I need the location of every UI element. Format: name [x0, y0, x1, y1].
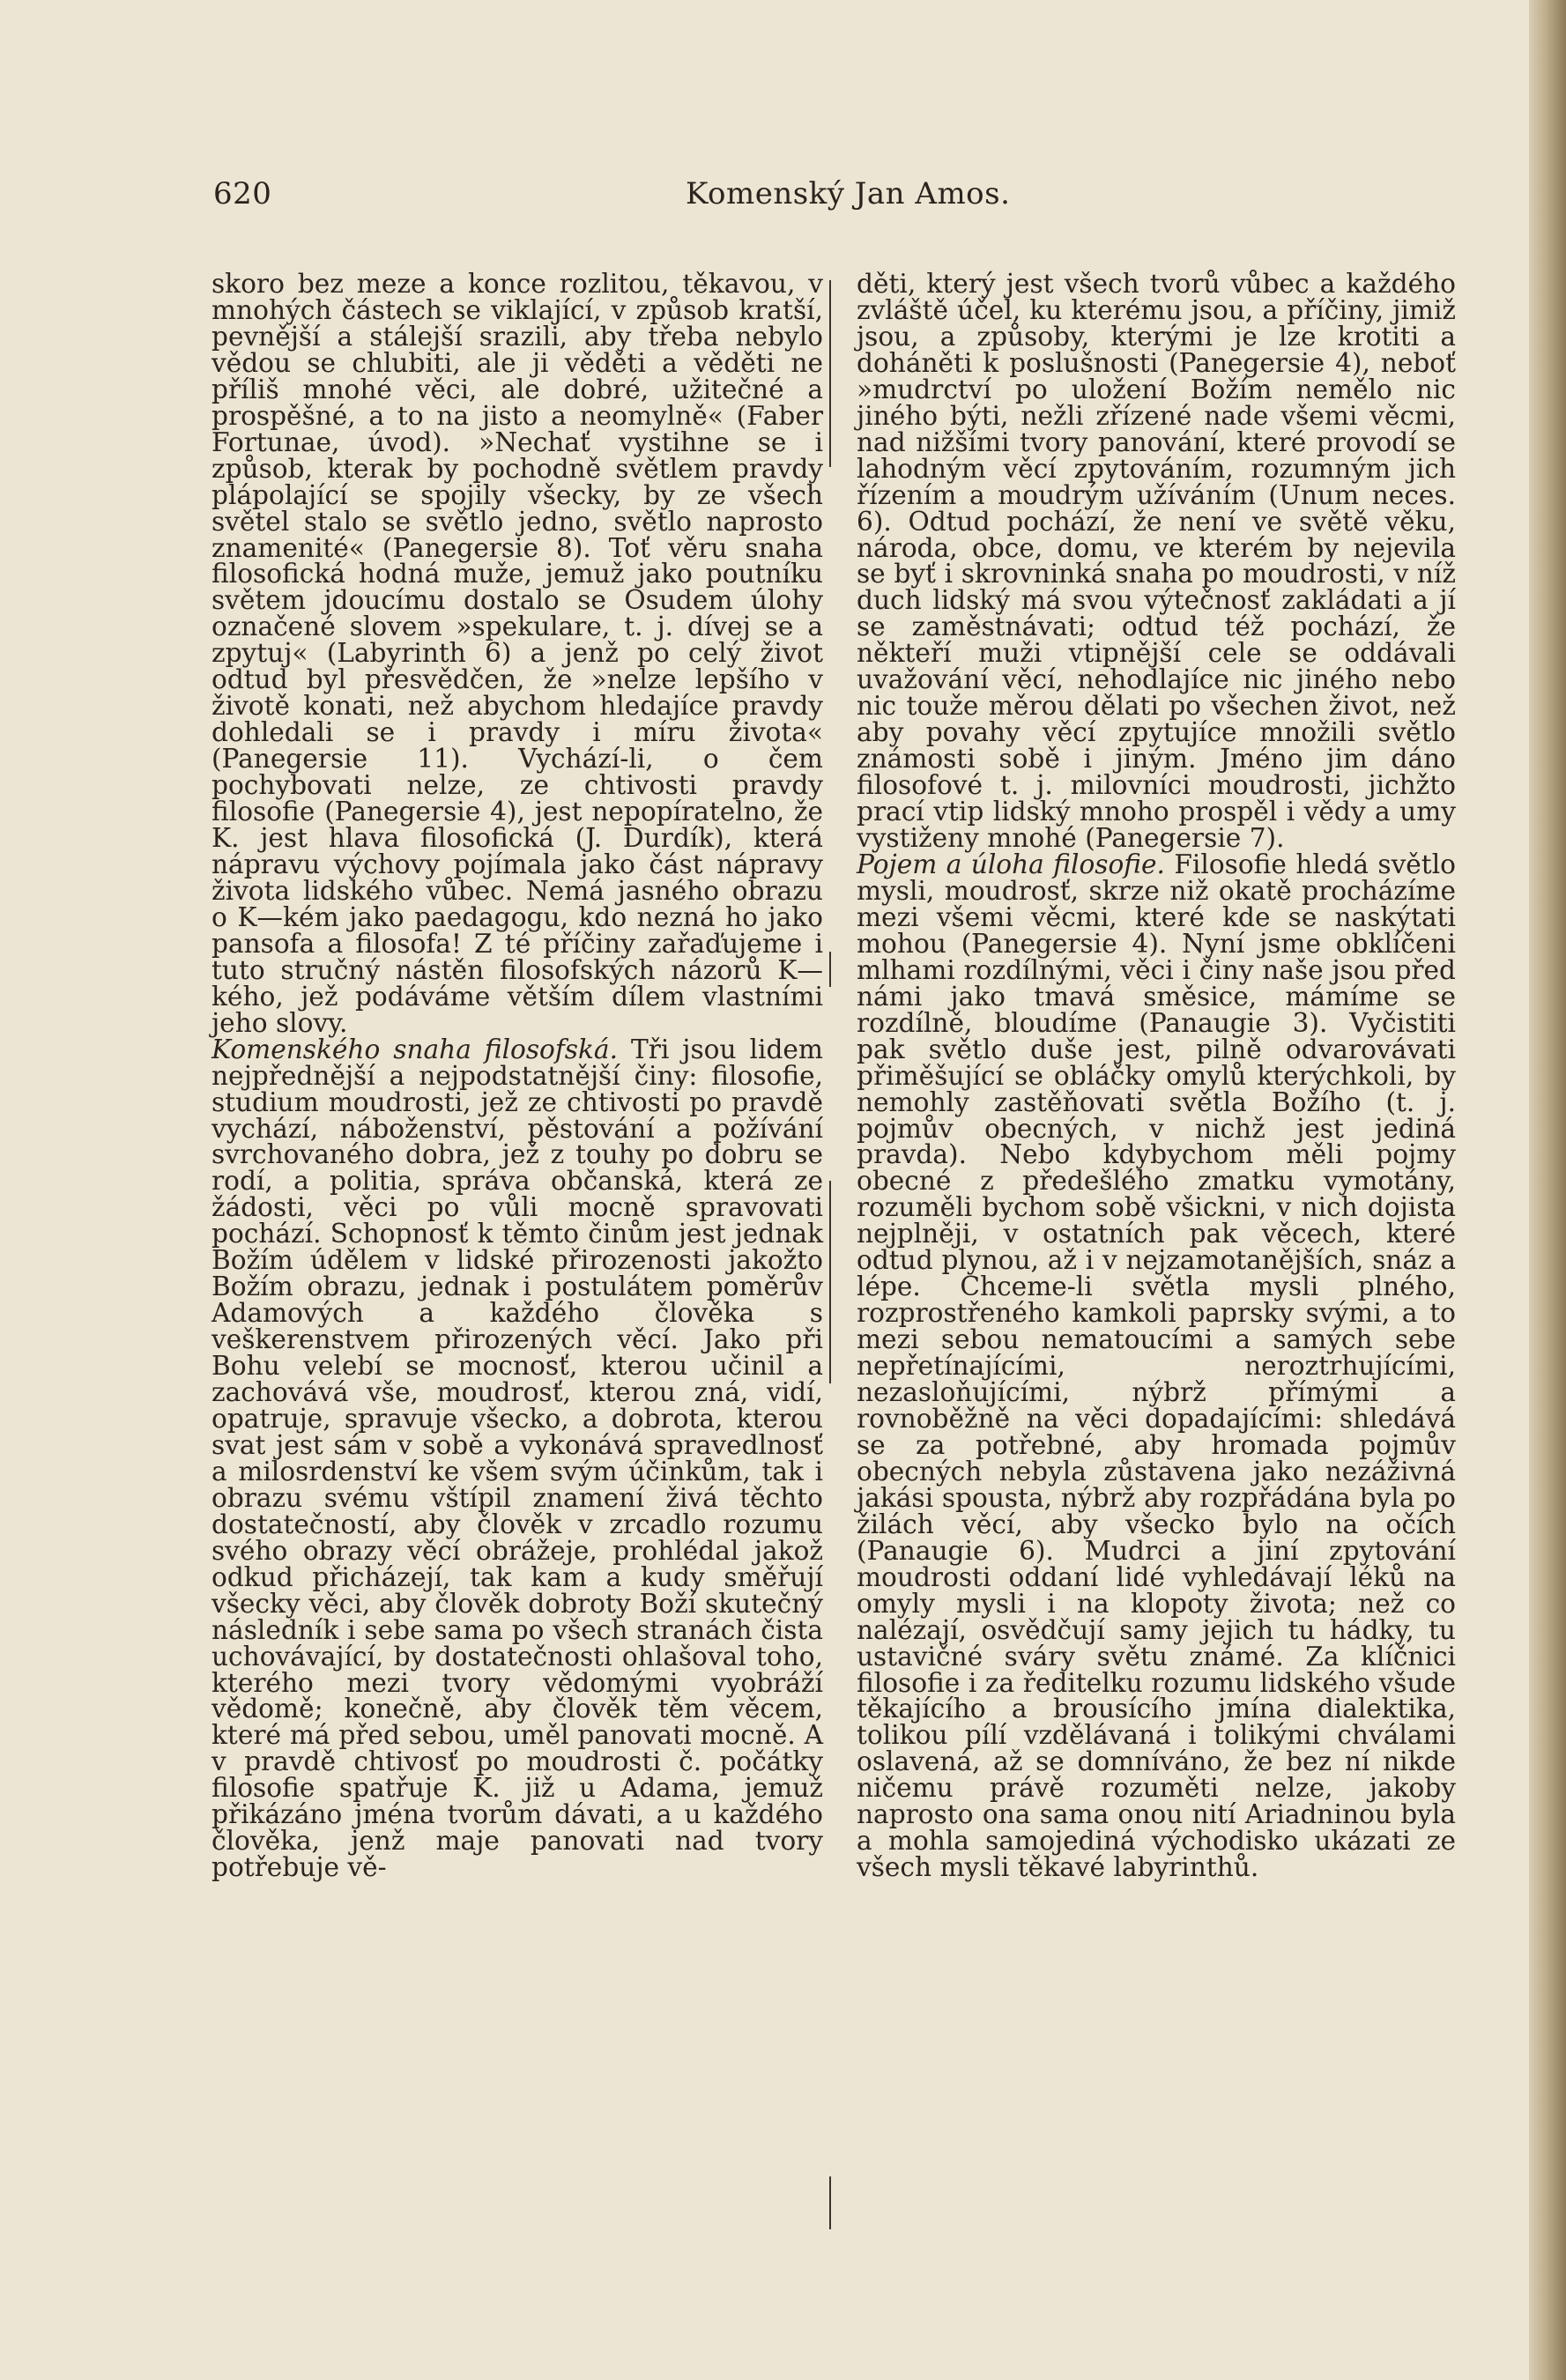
book-page-edge — [1529, 0, 1566, 2380]
page-header — [213, 176, 1447, 215]
right-column — [857, 271, 1456, 1881]
left-column — [212, 271, 823, 1881]
left-paragraph-1: skoro bez meze a konce rozlitou, těkavou, v mnohých částech se viklající, v způsob kratší, pevnější a stálejší srazili, aby třeba nebylo vědou se chlubiti, ale ji věděti a věděti ne příliš mnohé věci, ale dobré, užitečné a prospěšné, a to na jisto a neomylně« (Faber Fortunae, úvod). »Nechať vystihne se i způsob, kterak by pochodně světlem pravdy plápolající se spojily všecky, by ze všech světel stalo se světlo jedno, světlo naprosto znamenité« (Panegersie 8). Toť věru snaha filosofická hodná muže, jemuž jako poutníku světem jdoucímu dostalo se Osudem úlohy označené slovem »spekulare, t. j. dívej se a zpytuj« (Labyrinth 6) a jenž po celý život odtud byl přesvědčen, že »nelze lepšího v životě konati, než abychom hledajíce pravdy dohledali se i pravdy i míru života« (Panegersie 11). Vychází-li, o čem pochybovati nelze, ze chtivosti pravdy filosofie (Panegersie 4), jest nepopíratelno, že K. jest hlava filosofická (J. Durdík), která nápravu výchovy pojímala jako část nápravy života lidského vůbec. Nemá jasného obrazu o K—kém jako paedagogu, kdo nezná ho jako pansofa a filosofa! Z té příčiny zařaďujeme i tuto stručný nástěn filosofských názorů K—kého, jež podáváme větším dílem vlastními jeho slovy. — [212, 269, 823, 1038]
column-divider-2 — [829, 952, 831, 987]
running-title: Komenský Jan Amos. — [686, 176, 1011, 211]
page-number: 620 — [213, 176, 272, 211]
right-paragraph-2-text: Filosofie hledá světlo mysli, moudrosť, skrze niž okatě procházíme mezi všemi věcmi, které kde se naskýtati mohou (Panegersie 4). Nyní jsme obklíčeni mlhami rozdílnými, věci i činy naše jsou před námi jako tmavá směsice, mámíme se rozdílně, bloudíme (Panaugie 3). Vyčistiti pak světlo duše jest, pilně odvarovávati přiměšující se obláčky omylů kterýchkoli, by nemohly zastěňovati světla Božího (t. j. pojmův obecných, v nichž jest jediná pravda). Nebo kdybychom měli pojmy obecné z předešlého zmatku vymotány, rozuměli bychom sobě všickni, v nich dojista nejplněji, v ostatních pak věcech, které odtud plynou, až i v nejzamotanějších, snáz a lépe. Chceme-li světla mysli plného, rozprostřeného kamkoli paprsky svými, a to mezi sebou nematoucími a samých sebe nepřetínajícími, neroztrhujícími, nezasloňujícími, nýbrž přímými a rovnoběžně na věci dopadajícími: shledává se za potřebné, aby hromada pojmův obecných nebyla zůstavena jako nezáživná jakási spousta, nýbrž aby rozpřádána byla po žilách věcí, aby všecko bylo na očích (Panaugie 6). Mudrci a jiní zpytování moudrosti oddaní lidé vyhledávají léků na omyly mysli i na klopoty života; než co nalézají, osvědčují samy jejich tu hádky, tu ustavičné sváry světu známé. Za klíčnici filosofie i za ředitelku rozumu lidského všude těkajícího a brousícího jmína dialektika, tolikou pílí vzdělávaná i tolikými chválami oslavená, až se domníváno, že bez ní nikde ničemu právě rozuměti nelze, jakoby naprosto ona sama onou nití Ariadninou byla a mohla samojediná východisko ukázati ze všech mysli těkavé labyrinthů. — [857, 849, 1456, 1883]
right-paragraph-1: děti, který jest všech tvorů vůbec a každého zvláště účel, ku kterému jsou, a příčiny, jimiž jsou, a způsoby, kterými je lze krotiti a doháněti k poslušnosti (Panegersie 4), neboť »mudrctví po uložení Božím nemělo nic jiného býti, nežli zřízené nade všemi věcmi, nad nižšími tvory panování, které provodí se lahodným věcí zpytováním, rozumným jich řízením a moudrým užíváním (Unum neces. 6). Odtud pochází, že není ve světě věku, národa, obce, domu, ve kterém by nejevila se byť i skrovninká snaha po moudrosti, v níž duch lidský má svou výtečnosť zakládati a jí se zaměstnávati; odtud též pochází, že někteří muži vtipnější cele se oddávali uvažování věcí, nehodlajíce nic jiného nebo nic touže měrou dělati po všechen život, než aby povahy věcí zpytujíce množili světlo známosti sobě i jiným. Jméno jim dáno filosofové t. j. milovníci moudrosti, jichžto prací vtip lidský mnoho prospěl i vědy a umy vystiženy mnohé (Panegersie 7). — [857, 269, 1456, 854]
section-heading-snaha-filosofska: Komenského snaha filosofská. — [212, 1034, 618, 1064]
column-divider-3 — [829, 1181, 831, 1383]
column-divider-4 — [829, 2176, 831, 2229]
section-heading-pojem-uloha: Pojem a úloha filosofie. — [857, 849, 1165, 879]
right-paragraph-2 — [857, 849, 1456, 1883]
left-paragraph-2-text: Tři jsou lidem nejpřednější a nejpodstatnější činy: filosofie, studium moudrosti, jež ze chtivosti po pravdě vychází, náboženství, pěstování a požívání svrchovaného dobra, jež z touhy po dobru se rodí, a politia, správa občanská, která ze žádosti, věci po vůli mocně spravovati pochází. Schopnosť k těmto činům jest jednak Božím údělem v lidské přirozenosti jakožto Božím obrazu, jednak i postulátem poměrův Adamových a každého člověka s veškerenstvem přirozených věcí. Jako při Bohu velebí se mocnosť, kterou učinil a zachovává vše, moudrosť, kterou zná, vidí, opatruje, spravuje všecko, a dobrota, kterou svat jest sám v sobě a vykonává spravedlnosť a milosrdenství ke všem svým účinkům, tak i obrazu svému vštípil znamení živá těchto dostatečností, aby člověk v zrcadlo rozumu svého obrazy věcí obrážeje, prohlédal jakož odkud přicházejí, tak kam a kudy směřují všecky věci, aby člověk dobroty Boží skutečný následník i sebe sama po všech stranách čista uchovávající, by dostatečnosti ohlašoval toho, kterého mezi tvory vědomými vyobráží vědomě; konečně, aby člověk těm věcem, které má před sebou, uměl panovati mocně. A v pravdě chtivosť po moudrosti č. počátky filosofie spatřuje K. již u Adama, jemuž přikázáno jména tvorům dávati, a u každého člověka, jenž maje panovati nad tvory potřebuje vě- — [212, 1034, 823, 1883]
column-divider-1 — [829, 280, 831, 467]
left-paragraph-2 — [212, 1034, 823, 1883]
